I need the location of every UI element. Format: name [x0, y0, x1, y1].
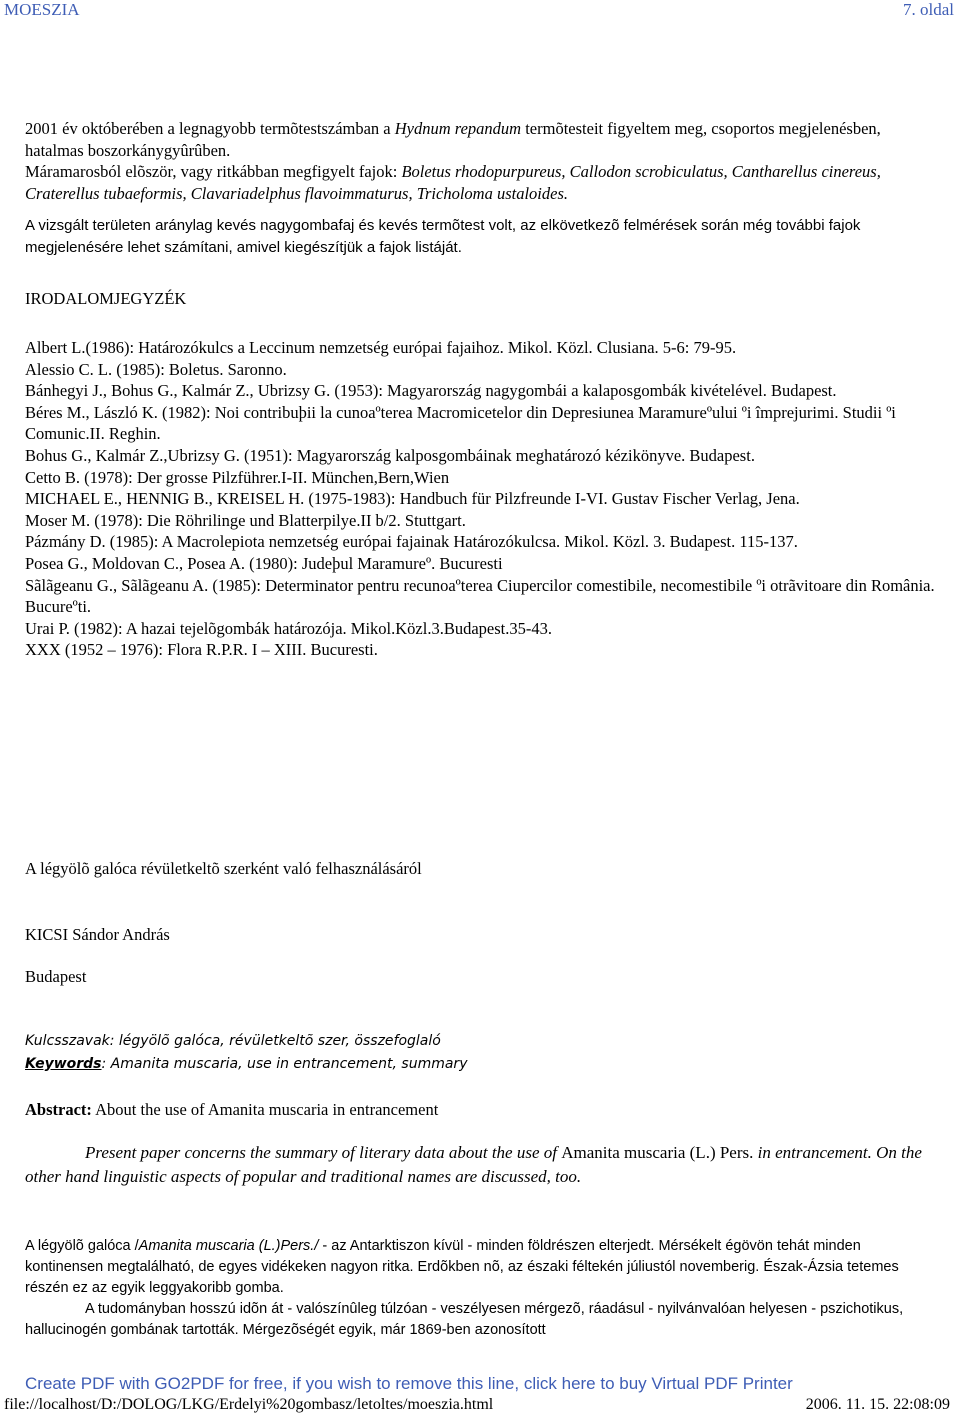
- kulcsszavak-line: Kulcsszavak: légyölõ galóca, révületkeltõ szer, összefoglaló: [25, 1033, 441, 1049]
- intro-paragraph-2: [25, 161, 935, 204]
- keywords-text: : Amanita muscaria, use in entrancement, summary: [101, 1056, 468, 1072]
- reference-item: Bánhegyi J., Bohus G., Kalmár Z., Ubrizsy G. (1953): Magyarország nagygombái a kalaposgombák kivételével. Budapest.: [25, 381, 837, 401]
- article-author: KICSI Sándor András: [25, 925, 170, 944]
- reference-item: Urai P. (1982): A hazai tejelõgombák határozója. Mikol.Közl.3.Budapest.35-43.: [25, 618, 552, 638]
- summary-text: Present paper concerns the summary of literary data about the use of: [85, 1143, 562, 1162]
- intro-text: A vizsgált területen aránylag kevés nagygombafaj és kevés termõtest volt, az elkövetkezõ felmérések során még további fajok megjelenésére lehet számítani, amivel kiegészítjük a fajok listáját.: [25, 217, 861, 256]
- body-paragraph-1: [25, 1236, 935, 1299]
- intro-paragraph-1: [25, 118, 935, 161]
- summary-text: in entrancement. On the other hand linguistic aspects of popular and traditional names are discussed, too.: [25, 1143, 922, 1186]
- reference-item: Albert L.(1986): Határozókulcs a Leccinum nemzetség európai fajaihoz. Mikol. Közl. Clusiana. 5-6: 79-95.: [25, 338, 737, 357]
- reference-item: Posea G., Moldovan C., Posea A. (1980): Judeþul Maramureº. Bucuresti: [25, 553, 503, 573]
- intro-text: 2001 év októberében a legnagyobb termõtestszámban a: [25, 119, 395, 138]
- reference-item: XXX (1952 – 1976): Flora R.P.R. I – XIII. Bucuresti.: [25, 640, 378, 660]
- reference-item: Bohus G., Kalmár Z.,Ubrizsy G. (1951): Magyarország kalposgombáinak meghatározó kézikönyve. Budapest.: [25, 445, 755, 465]
- header-title: MOESZIA: [4, 0, 80, 19]
- print-header: [0, 0, 960, 22]
- footer-file-path: file://localhost/D:/DOLOG/LKG/Erdelyi%20gombasz/letoltes/moeszia.html: [4, 1396, 494, 1413]
- species-name: Amanita muscaria (L.)Pers./: [138, 1238, 319, 1254]
- article-city: Budapest: [25, 967, 87, 986]
- keywords-line: [25, 1053, 935, 1075]
- reference-item: Béres M., László K. (1982): Noi contribuþii la cunoaºterea Macromicetelor din Depresiunea Maramureºului ºi împrejurimi. Studii ºi Comunic.II. Reghin.: [25, 402, 896, 444]
- reference-item: Sãlãgeanu G., Sãlãgeanu A. (1985): Determinator pentru recunoaºterea Ciupercilor comestibile, necomestibile ºi otrãvitoare din România. Bucureºti.: [25, 575, 935, 617]
- abstract-text: About the use of Amanita muscaria in entrancement: [91, 1100, 439, 1119]
- reference-item: Alessio C. L. (1985): Boletus. Saronno.: [25, 359, 287, 379]
- summary-paragraph: [25, 1141, 935, 1189]
- header-page-number: 7. oldal: [903, 0, 954, 19]
- reference-list: [25, 337, 935, 661]
- body-text: - az Antarktiszon kívül - minden földrészen elterjedt. Mérsékelt égövön tehát minden kontinensen megtalálható, de egyes vidékeken nagyon ritka. Erdõkben nõ, az északi féltekén júliustól novemberig. Észak-Ázsia tetemes részén ez az egyik leggyakoribb gomba.: [25, 1238, 899, 1296]
- reference-item: Moser M. (1978): Die Röhrilinge und Blatterpilye.II b/2. Stuttgart.: [25, 510, 466, 530]
- keywords-label: Keywords: [25, 1056, 102, 1072]
- abstract-label: Abstract:: [25, 1100, 92, 1119]
- body-paragraph-2: A tudományban hosszú idõn át - valószínûleg túlzóan - veszélyesen mérgezõ, ráadásul - nyilvánvalóan helyesen - pszichotikus, hallucinogén gombának tartották. Mérgezõségét egyik, már 1869-ben azonosított: [25, 1301, 904, 1338]
- species-name: Amanita muscaria (L.) Pers.: [561, 1143, 754, 1162]
- species-name: Hydnum repandum: [394, 119, 522, 138]
- go2pdf-link[interactable]: Create PDF with GO2PDF for free, if you wish to remove this line, click here to buy Virtual PDF Printer: [25, 1374, 793, 1393]
- reference-item: Cetto B. (1978): Der grosse Pilzführer.I-II. München,Bern,Wien: [25, 467, 450, 487]
- article-title: A légyölõ galóca révületkeltõ szerként való felhasználásáról: [25, 859, 422, 878]
- reference-item: Pázmány D. (1985): A Macrolepiota nemzetség európai fajainak Határozókulcsa. Mikol. Közl. 3. Budapest. 115-137.: [25, 532, 798, 552]
- abstract-line: [25, 1099, 935, 1121]
- body-text: A légyölõ galóca /: [25, 1238, 139, 1254]
- species-list: Boletus rhodopurpureus, Callodon scrobiculatus, Cantharellus cinereus, Craterellus tubaeformis, Clavariadelphus flavoimmaturus, Tricholoma ustaloides.: [25, 162, 881, 203]
- footer-date: 2006. 11. 15. 22:08:09: [805, 1396, 950, 1413]
- intro-text: termõtesteit figyeltem meg, csoportos megjelenésben, hatalmas boszorkánygyûrûben.: [25, 119, 881, 160]
- reference-item: MICHAEL E., HENNIG B., KREISEL H. (1975-1983): Handbuch für Pilzfreunde I-VI. Gustav Fischer Verlag, Jena.: [25, 489, 800, 509]
- bibliography-title: IRODALOMJEGYZÉK: [25, 289, 187, 308]
- intro-paragraph-3: [25, 215, 935, 259]
- intro-text: Máramarosból elõször, vagy ritkábban megfigyelt fajok:: [25, 162, 402, 181]
